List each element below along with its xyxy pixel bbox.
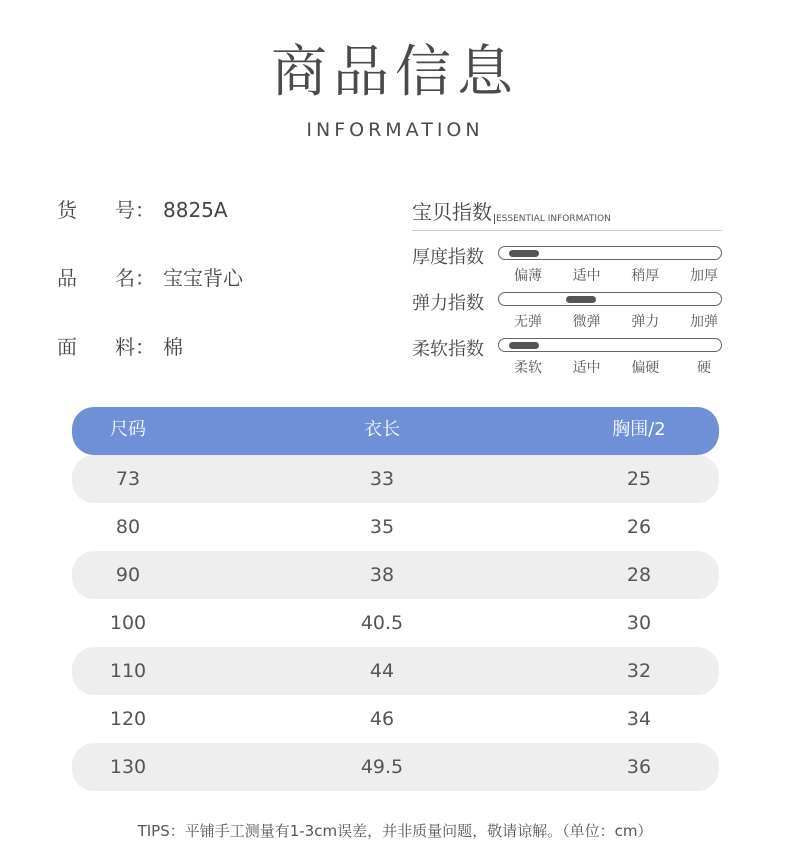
page-subtitle: INFORMATION <box>306 119 484 141</box>
cell-chest: 26 <box>626 516 652 538</box>
metric-track <box>498 292 722 306</box>
metric-options <box>508 311 724 331</box>
index-title-en: ESSENTIAL INFORMATION <box>496 214 611 224</box>
cell-chest: 36 <box>626 756 652 778</box>
index-title: 宝贝指数 <box>412 200 492 224</box>
index-header <box>412 196 722 231</box>
metric-option: 加厚 <box>689 268 718 284</box>
metric-label: 弹力指数 <box>412 293 484 314</box>
size-table-header <box>72 407 719 455</box>
metric-label: 柔软指数 <box>412 339 484 360</box>
cell-chest: 25 <box>626 468 652 490</box>
table-row <box>72 695 719 743</box>
size-table-body <box>72 455 719 791</box>
cell-chest: 28 <box>626 564 652 586</box>
cell-chest: 32 <box>626 660 652 682</box>
cell-size: 120 <box>109 708 147 730</box>
metric-option: 稍厚 <box>631 268 660 284</box>
cell-length: 49.5 <box>360 756 404 778</box>
tips-note: TIPS：平铺手工测量有1-3cm误差，并非质量问题，敬请谅解。（单位：cm） <box>137 822 653 840</box>
metric-option: 加弹 <box>689 314 718 330</box>
table-row <box>72 599 719 647</box>
table-row <box>72 647 719 695</box>
info-product-name: 品 名： 宝宝背心 <box>57 266 243 290</box>
cell-length: 35 <box>369 516 395 538</box>
header-length: 衣长 <box>364 419 400 440</box>
info-fabric: 面 料： 棉 <box>57 335 183 359</box>
page-title: 商品信息 <box>271 40 519 105</box>
table-row <box>72 455 719 503</box>
size-table <box>72 407 719 791</box>
metric-option: 偏薄 <box>514 268 542 284</box>
cell-size: 80 <box>115 516 141 538</box>
metric-option: 适中 <box>572 268 601 284</box>
metric-indicator <box>566 296 596 303</box>
fabric-value: 棉 <box>163 335 183 359</box>
metric-0 <box>412 245 724 289</box>
metric-1 <box>412 291 724 335</box>
product-name-label-b: 名 <box>115 266 135 290</box>
metric-track <box>498 338 722 352</box>
product-name-value: 宝宝背心 <box>163 266 243 290</box>
metric-indicator <box>509 342 539 349</box>
fabric-label-a: 面 <box>57 335 77 359</box>
header-size: 尺码 <box>110 419 146 440</box>
metric-options <box>508 265 724 285</box>
metric-option: 硬 <box>696 360 711 376</box>
cell-length: 46 <box>369 708 395 730</box>
item-number-label-b: 号 <box>115 198 135 222</box>
cell-length: 38 <box>369 564 395 586</box>
table-row <box>72 743 719 791</box>
fabric-label-b: 料 <box>115 335 135 359</box>
metric-option: 柔软 <box>514 360 542 376</box>
metric-option: 偏硬 <box>631 360 660 376</box>
cell-size: 100 <box>109 612 147 634</box>
metric-indicator <box>509 250 539 257</box>
cell-size: 130 <box>109 756 147 778</box>
metric-options <box>508 357 724 377</box>
product-name-label-a: 品 <box>57 266 77 290</box>
metric-label: 厚度指数 <box>412 247 484 268</box>
cell-length: 40.5 <box>360 612 404 634</box>
info-item-number: 货 号： 8825A <box>57 198 228 222</box>
cell-length: 33 <box>369 468 395 490</box>
table-row <box>72 551 719 599</box>
item-number-label-a: 货 <box>57 198 77 222</box>
cell-size: 73 <box>115 468 141 490</box>
cell-size: 110 <box>109 660 147 682</box>
item-number-value: 8825A <box>163 198 228 222</box>
table-row <box>72 503 719 551</box>
cell-length: 44 <box>369 660 395 682</box>
metric-track <box>498 246 722 260</box>
metric-option: 微弹 <box>572 314 601 330</box>
header-chest: 胸围/2 <box>612 419 666 440</box>
metric-option: 适中 <box>572 360 601 376</box>
metric-option: 弹力 <box>631 314 660 330</box>
metric-option: 无弹 <box>514 314 542 330</box>
metric-2 <box>412 337 724 381</box>
cell-chest: 30 <box>626 612 652 634</box>
cell-size: 90 <box>115 564 141 586</box>
cell-chest: 34 <box>626 708 652 730</box>
